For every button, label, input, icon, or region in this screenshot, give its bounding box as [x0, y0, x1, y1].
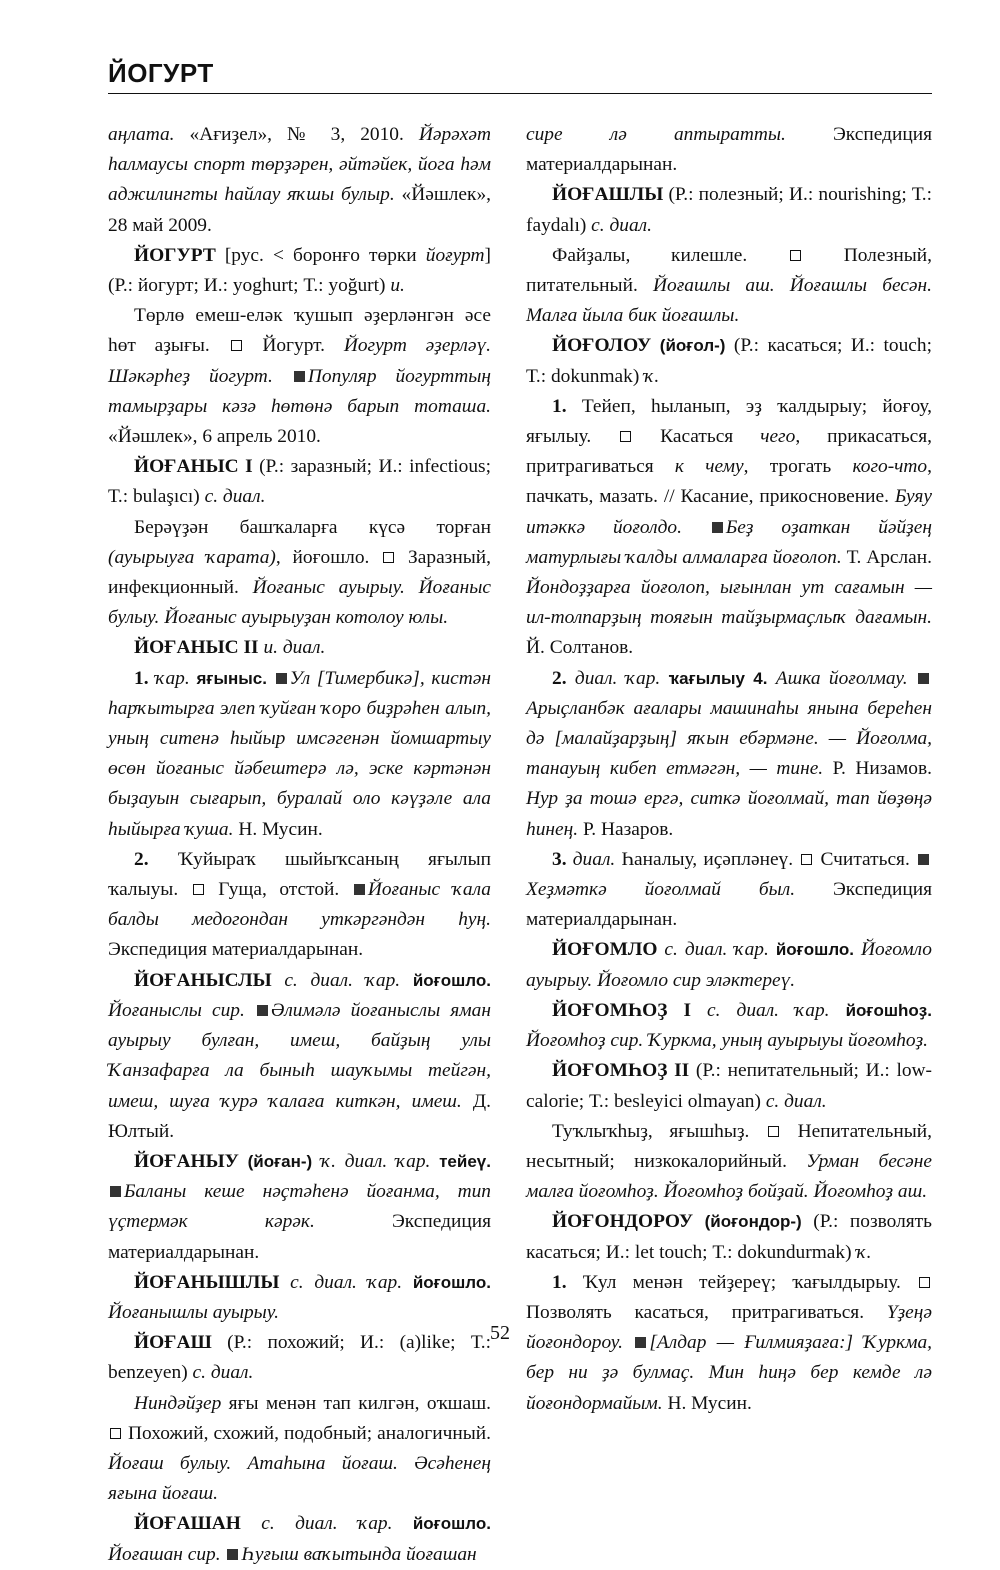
headword: ЙОҒАШЛЫ — [552, 184, 664, 206]
entry-yogashan: ЙОҒАШАН с. диал. ҡар. йоғошло. Йоғашан сир. Һуғыш ваҡытында йоғашан — [108, 1513, 491, 1565]
headword: ЙОҒОМҺОҘ I — [552, 999, 692, 1021]
white-square-icon — [768, 1126, 779, 1137]
sense-1: 1. Ҡул менән тейҙереү; ҡағылдырыу. Позволять касаться, притрагиваться. Үҙеңә йоғондороу. [Алдар — Ғилмияҙаға:] Ҡуркма, бер ни ҙә булмаҫ. Мин һиңә бер кемде лә йоғондормайым. Н. Мусин. — [526, 1271, 932, 1414]
entry-yoganys-1: ЙОҒАНЫС I (Р.: заразный; И.: infectious; Т.: bulaşıcı) с. диал. — [108, 456, 491, 508]
black-square-icon — [354, 884, 365, 895]
headword: ЙОГУРТ — [134, 244, 216, 266]
sense-1: 1. ҡар. яғыныс. Ул [Тимербикә], кистән һарҡытырға элеп ҡуйған ҡоро биҙрәһен алып, уның ситенә һыйыр имсәгенән йомшартыу өсөн йоғаныс йәбештерә лә, эске кәртәнән быҙауын сығарып, буралай оло кәүҙәле ала һыйырға ҡуша. Н. Мусин. — [108, 667, 491, 840]
entry-yoganys-2: ЙОҒАНЫС II и. диал. — [134, 637, 326, 659]
white-square-icon — [193, 884, 204, 895]
white-square-icon — [790, 250, 801, 261]
sense-1: 1. Тейеп, һыланып, эҙ ҡалдырыу; йоғоу, яғылыу. Касаться чего, прикасаться, притрагиваться к чему, трогать кого-что, пачкать, мазать. // Касание, прикосновение. Буяу итәккә йоғолдо. Беҙ оҙаткан йәйҙең матурлығы ҡалды алмаларға йоғолоп. Т. Арслан. Йондоҙҙарға йоғолоп, ығынлан ут сағамын — ил-толпарҙың тояғын тайҙырмаҫлыҡ дағамын. Й. Солтанов. — [526, 395, 933, 659]
running-head: ЙОГУРТ — [108, 58, 214, 88]
black-square-icon — [918, 854, 929, 865]
entry-yogomhoz-2: ЙОҒОМҺОҘ II (Р.: непитательный; И.: low-calorie; Т.: besleyici olmayan) с. диал. — [526, 1060, 933, 1112]
entry-continuation: аңлата. «Ағиҙел», № 3, 2010. Йәрәхәт һалмаусы спорт төрҙәрен, әйтәйек, йога һәм аджилингты һайлау яҡшы булыр. «Йәшлек», 28 май 2009. — [108, 124, 491, 236]
definition-yogashly: Файҙалы, килешле. Полезный, питательный. Йоғашлы аш. Йоғашлы бесән. Малға йыла бик йоғашлы. — [526, 244, 932, 327]
headword: ЙОҒАНЫС I — [134, 456, 253, 478]
sense-2: 2. диал. ҡар. ҡағылыу 4. Ашка йоғолмау. Арыҫланбәк ағалары машинаһы янына береһен дә [малайҙарҙың] яҡын ебәрмәне. — Йоғолма, танауың кибеп етмәгән, — тине. Р. Низамов. Нур ҙа тошә ергә, ситкә йоғолмай, тап йөҙөңә һинең. Р. Назаров. — [526, 667, 932, 840]
white-square-icon — [919, 1277, 930, 1288]
entry-yogomlo: ЙОҒОМЛО с. диал. ҡар. йоғошло. Йоғомло ауырыу. Йоғомло сир эләктереү. — [526, 939, 932, 991]
entry-yogondorou: ЙОҒОНДОРОУ (йоғондор-) (Р.: позволять касаться; И.: let touch; Т.: dokundurmak) ҡ. — [526, 1211, 932, 1263]
headword: ЙОҒОЛОУ — [552, 335, 652, 357]
entry-yogashly: ЙОҒАШЛЫ (Р.: полезный; И.: nourishing; Т.: faydalı) с. диал. — [526, 184, 932, 236]
white-square-icon — [620, 431, 631, 442]
black-square-icon — [294, 371, 305, 382]
headword: ЙОҒАШАН — [134, 1513, 241, 1535]
entry-yoganyshly: ЙОҒАНЫШЛЫ с. диал. ҡар. йоғошло. Йоғанышлы ауырыу. — [108, 1271, 491, 1323]
headword: ЙОҒОМҺОҘ II — [552, 1060, 690, 1082]
black-square-icon — [227, 1549, 238, 1560]
entry-continuation: сире лә аптыратты. Экспедиция материалдарынан. — [526, 124, 932, 176]
black-square-icon — [257, 1005, 268, 1016]
headword: ЙОҒАНЫШЛЫ — [134, 1271, 280, 1293]
headword: ЙОҒАНЫС II — [134, 637, 259, 659]
entry-yogomhoz-1: ЙОҒОМҺОҘ I с. диал. ҡар. йоғошһоҙ. Йоғомһоҙ сир. Ҡуркма, уның ауырыуы йоғомһоҙ. — [526, 999, 932, 1052]
header-rule — [108, 93, 932, 94]
black-square-icon — [110, 1186, 121, 1197]
entry-yogolou: ЙОҒОЛОУ (йоғол-) (Р.: касаться; И.: touch; Т.: dokunmak) ҡ. — [526, 335, 932, 387]
headword: ЙОҒОНДОРОУ — [552, 1211, 694, 1233]
black-square-icon — [276, 673, 287, 684]
headword: ЙОҒАНЫСЛЫ — [134, 969, 272, 991]
white-square-icon — [801, 854, 812, 865]
definition-yogash: Ниндәйҙер яғы менән тап килгән, оҡшаш. Похожий, схожий, подобный; аналогичный. Йоғаш булыу. Атаһына йоғаш. Әсәһенең яғына йоғаш. — [108, 1392, 491, 1505]
definition-yogurt: Төрлө емеш-еләк ҡушып әҙерләнгән әсе һөт аҙығы. Йогурт. Йогурт әҙерләү. Шәкәрһеҙ йогурт. Популяр йогурттың тамырҙары кәзә һөтөнә барып тоташа. «Йәшлек», 6 апрель 2010. — [108, 305, 491, 448]
headword: ЙОҒОМЛО — [552, 939, 658, 961]
headword: ЙОҒАНЫУ — [134, 1150, 239, 1172]
black-square-icon — [918, 673, 929, 684]
entry-yogash: ЙОҒАШ (Р.: похожий; И.: (a)like; Т.: benzeyen) с. диал. — [108, 1332, 491, 1384]
left-column — [108, 120, 491, 1570]
entry-yoganyu: ЙОҒАНЫУ (йоған-) ҡ. диал. ҡар. тейеү. Баланы кеше нәҫтәһенә йоғанма, тип үҫтермәк кәрәк. Экспедиция материалдарынан. — [108, 1150, 491, 1263]
headword: ЙОҒАШ — [134, 1332, 212, 1354]
page-number: 52 — [490, 1322, 510, 1344]
white-square-icon — [383, 552, 394, 563]
white-square-icon — [231, 340, 242, 351]
definition-yogomhoz-2: Туҡлыҡһыҙ, яғышһыҙ. Непитательный, несытный; низкокалорийный. Урман бесәне малға йоғомһоҙ. Йоғомһоҙ бойҙай. Йоғомһоҙ аш. — [526, 1120, 932, 1203]
white-square-icon — [110, 1428, 121, 1439]
sense-2: 2. Ҡуйыраҡ шыйыҡсаның яғылып ҡалыуы. Гуща, отстой. Йоғаныс ҡала балды медогондан уткәргәндән һуң. Экспедиция материалдарынан. — [108, 848, 492, 961]
entry-yogurt: ЙОГУРТ [рус. < боронғо төрки йоғурт] (Р.: йогурт; И.: yoghurt; Т.: yoğurt) и. — [108, 244, 491, 297]
entry-yoganysly: ЙОҒАНЫСЛЫ с. диал. ҡар. йоғошло. Йоғаныслы сир. Әлимәлә йоғаныслы яман ауырыу булған, имеш, байҙың улы Ҡанзафарға ла быныһ шауҡымы тейгән, имеш, шуға ҡурә ҡалаға киткән, имеш. Д. Юлтый. — [108, 969, 491, 1142]
right-column — [526, 120, 932, 1419]
definition-yoganys-1: Берәүҙән башҡаларға күсә торған (ауырыуға ҡарата), йоғошло. Заразный, инфекционный. Йоғаныс ауырыу. Йоғаныс булыу. Йоғаныс ауырыуҙан котолоу юлы. — [108, 516, 491, 629]
black-square-icon — [712, 522, 723, 533]
sense-3: 3. диал. Һаналыу, иҫәпләнеү. Считаться. Хеҙмәткә йоғолмай был. Экспедиция материалдарынан. — [526, 848, 932, 931]
